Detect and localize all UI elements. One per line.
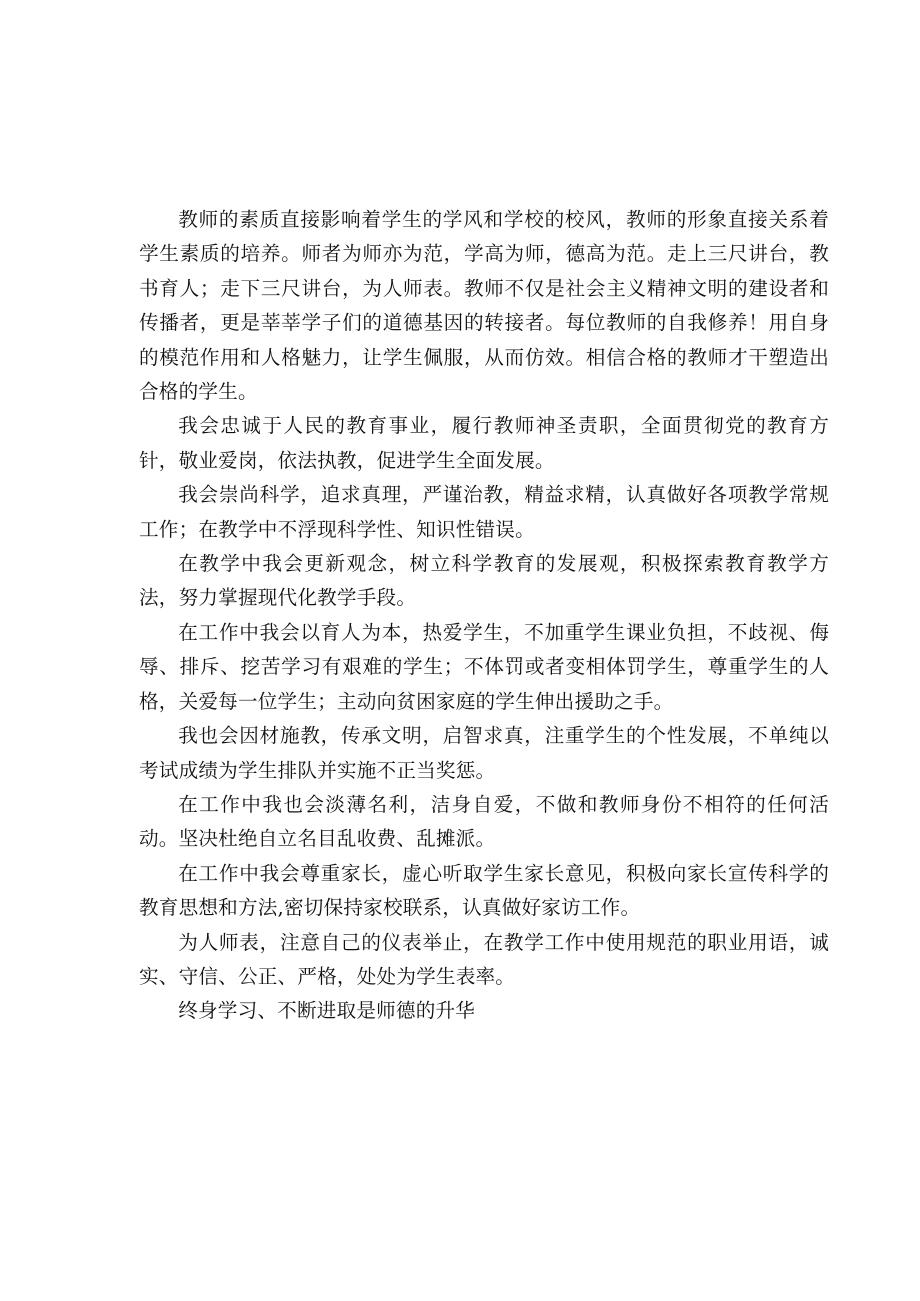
document-body (139, 203, 829, 1029)
paragraph: 在工作中我会以育人为本，热爱学生，不加重学生课业负担，不歧视、侮辱、排斥、挖苦学习有艰难的学生；不体罚或者变相体罚学生，尊重学生的人格，关爱每一位学生；主动向贫困家庭的学生伸出援助之手。 (139, 620, 829, 713)
paragraph: 我会崇尚科学，追求真理，严谨治教，精益求精，认真做好各项教学常规工作；在教学中不浮现科学性、知识性错误。 (139, 483, 829, 541)
paragraph: 我会忠诚于人民的教育事业，履行教师神圣责职，全面贯彻党的教育方针，敬业爱岗，依法执教，促进学生全面发展。 (139, 414, 829, 472)
paragraph: 终身学习、不断进取是师德的升华 (178, 999, 476, 1023)
paragraph: 教师的素质直接影响着学生的学风和学校的校风，教师的形象直接关系着学生素质的培养。师者为师亦为范，学高为师，德高为范。走上三尺讲台，教书育人；走下三尺讲台，为人师表。教师不仅是社会主义精神文明的建设者和传播者，更是莘莘学子们的道德基因的转接者。每位教师的自我修养！用自身的模范作用和人格魅力，让学生佩服，从而仿效。相信合格的教师才干塑造出合格的学生。 (139, 208, 829, 404)
paragraph: 在教学中我会更新观念，树立科学教育的发展观，积极探索教育教学方法，努力掌握现代化教学手段。 (139, 552, 829, 610)
paragraph: 在工作中我也会淡薄名利，洁身自爱，不做和教师身份不相符的任何活动。坚决杜绝自立名目乱收费、乱摊派。 (139, 792, 829, 851)
paragraph: 为人师表，注意自己的仪表举止，在教学工作中使用规范的职业用语，诚实、守信、公正、严格，处处为学生表率。 (139, 930, 829, 988)
paragraph: 在工作中我会尊重家长，虚心听取学生家长意见，积极向家长宣传科学的教育思想和方法,密切保持家校联系，认真做好家访工作。 (139, 861, 829, 920)
paragraph: 我也会因材施教，传承文明，启智求真，注重学生的个性发展，不单纯以考试成绩为学生排队并实施不正当奖惩。 (139, 724, 829, 782)
